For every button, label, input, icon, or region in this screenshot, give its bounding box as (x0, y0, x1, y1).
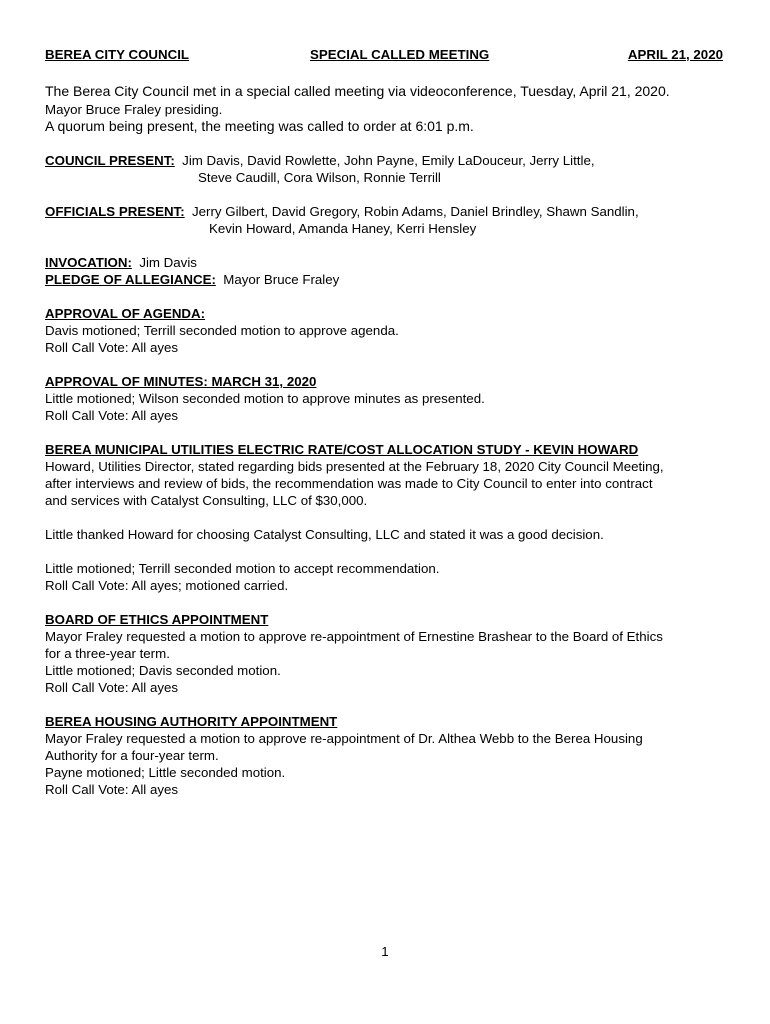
officials-present-names-1: Jerry Gilbert, David Gregory, Robin Adams, Daniel Brindley, Shawn Sandlin, (192, 204, 639, 219)
pledge-value: Mayor Bruce Fraley (223, 272, 340, 287)
utilities-title: BEREA MUNICIPAL UTILITIES ELECTRIC RATE/COST ALLOCATION STUDY - KEVIN HOWARD (45, 442, 639, 457)
utilities-p1-line-1: Howard, Utilities Director, stated regarding bids presented at the February 18, 2020 City Council Meeting, (45, 459, 664, 474)
council-present-names-1: Jim Davis, David Rowlette, John Payne, Emily LaDouceur, Jerry Little, (182, 153, 595, 168)
utilities-p2: Little thanked Howard for choosing Catalyst Consulting, LLC and stated it was a good decision. (45, 527, 604, 542)
officials-present-names-2: Kevin Howard, Amanda Haney, Kerri Hensley (209, 221, 477, 236)
utilities-p1-line-3: and services with Catalyst Consulting, LLC of $30,000. (45, 493, 368, 508)
council-present-names-2: Steve Caudill, Cora Wilson, Ronnie Terrill (198, 170, 441, 185)
agenda-vote: Roll Call Vote: All ayes (45, 340, 179, 355)
housing-motion: Payne motioned; Little seconded motion. (45, 765, 286, 780)
ethics-line-1: Mayor Fraley requested a motion to approve re-appointment of Ernestine Brashear to the Board of Ethics (45, 629, 663, 644)
officials-present-label: OFFICIALS PRESENT: (45, 204, 185, 219)
council-present (45, 152, 725, 169)
utilities-p1-line-2: after interviews and review of bids, the recommendation was made to City Council to enter into contract (45, 476, 653, 491)
housing-line-1: Mayor Fraley requested a motion to approve re-appointment of Dr. Althea Webb to the Berea Housing (45, 731, 643, 746)
intro-line-3: A quorum being present, the meeting was called to order at 6:01 p.m. (45, 117, 474, 134)
document-page (45, 47, 725, 798)
document-header (45, 47, 725, 65)
utilities-vote: Roll Call Vote: All ayes; motioned carried. (45, 578, 289, 593)
pledge (45, 271, 725, 288)
ethics-line-2: for a three-year term. (45, 646, 170, 661)
invocation (45, 254, 725, 271)
ethics-vote: Roll Call Vote: All ayes (45, 680, 179, 695)
agenda-title: APPROVAL OF AGENDA: (45, 306, 206, 321)
pledge-label: PLEDGE OF ALLEGIANCE: (45, 272, 216, 287)
header-date: APRIL 21, 2020 (627, 47, 723, 62)
invocation-label: INVOCATION: (45, 255, 132, 270)
intro-line-1: The Berea City Council met in a special called meeting via videoconference, Tuesday, April 21, 2020. (45, 83, 670, 99)
housing-line-2: Authority for a four-year term. (45, 748, 219, 763)
page-number: 1 (381, 944, 389, 959)
ethics-motion: Little motioned; Davis seconded motion. (45, 663, 281, 678)
header-meeting-type: SPECIAL CALLED MEETING (310, 47, 490, 62)
council-present-label: COUNCIL PRESENT: (45, 153, 175, 168)
agenda-motion: Davis motioned; Terrill seconded motion to approve agenda. (45, 323, 399, 338)
minutes-motion: Little motioned; Wilson seconded motion to approve minutes as presented. (45, 391, 485, 406)
housing-title: BEREA HOUSING AUTHORITY APPOINTMENT (45, 714, 338, 729)
header-council-name: BEREA CITY COUNCIL (45, 47, 190, 62)
utilities-motion: Little motioned; Terrill seconded motion to accept recommendation. (45, 561, 440, 576)
intro-line-2: Mayor Bruce Fraley presiding. (45, 101, 223, 117)
ethics-title: BOARD OF ETHICS APPOINTMENT (45, 612, 269, 627)
housing-vote: Roll Call Vote: All ayes (45, 782, 179, 797)
officials-present (45, 203, 725, 220)
invocation-value: Jim Davis (139, 255, 197, 270)
minutes-title: APPROVAL OF MINUTES: MARCH 31, 2020 (45, 374, 317, 389)
minutes-vote: Roll Call Vote: All ayes (45, 408, 179, 423)
